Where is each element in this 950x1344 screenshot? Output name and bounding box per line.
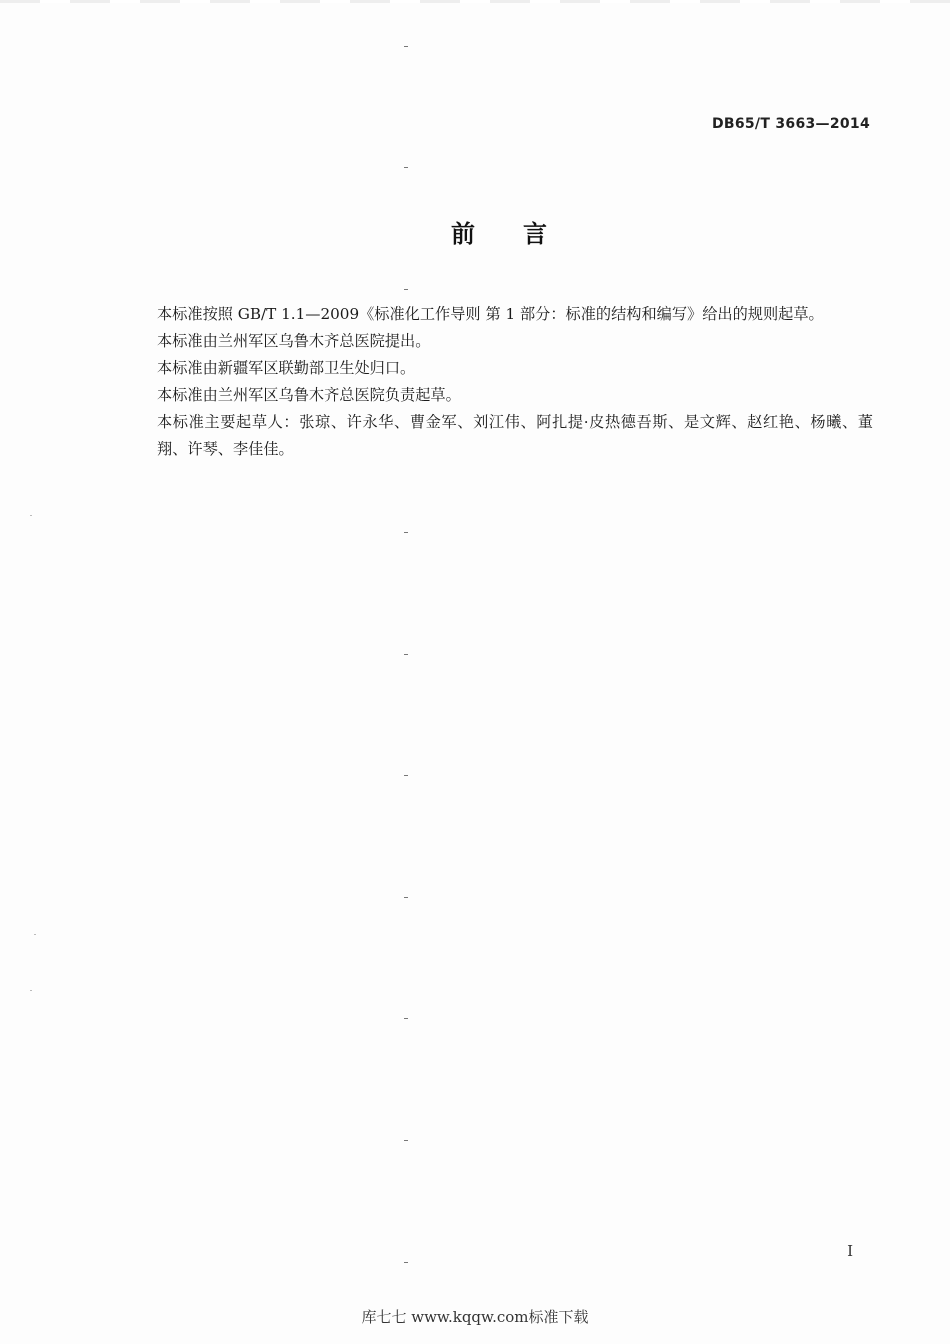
scan-mark xyxy=(404,1262,408,1263)
standard-code: DB65/T 3663—2014 xyxy=(711,116,870,132)
scan-mark xyxy=(404,167,408,168)
paragraph-proposed-by: 本标准由兰州军区乌鲁木齐总医院提出。 xyxy=(157,332,431,350)
scan-mark xyxy=(404,289,408,290)
paragraph-main-drafters: 本标准主要起草人：张琼、许永华、曹金军、刘江伟、阿扎提·皮热德吾斯、是文辉、赵红艳、杨曦、董翔、许琴、李佳佳。 xyxy=(157,413,873,458)
scan-mark xyxy=(404,1018,408,1019)
scan-mark xyxy=(404,532,408,533)
paragraph-centralized-by: 本标准由新疆军区联勤部卫生处归口。 xyxy=(157,359,416,377)
paragraph-drafting-rules: 本标准按照 GB/T 1.1—2009《标准化工作导则 第 1 部分：标准的结构和编写》给出的规则起草。 xyxy=(157,305,824,323)
scan-mark xyxy=(34,934,36,935)
footer-watermark: 库七七 www.kqqw.com标准下载 xyxy=(361,1308,589,1326)
scan-mark xyxy=(404,46,408,47)
page-number: I xyxy=(847,1242,853,1260)
scan-mark xyxy=(404,1140,408,1141)
scan-top-edge xyxy=(0,0,950,3)
scan-mark xyxy=(404,654,408,655)
scan-mark xyxy=(404,897,408,898)
page-title: 前言 xyxy=(451,220,595,248)
scan-mark xyxy=(404,775,408,776)
scan-mark xyxy=(30,515,32,516)
scan-mark xyxy=(30,990,32,991)
foreword-body xyxy=(157,301,873,463)
paragraph-drafted-by: 本标准由兰州军区乌鲁木齐总医院负责起草。 xyxy=(157,386,461,404)
